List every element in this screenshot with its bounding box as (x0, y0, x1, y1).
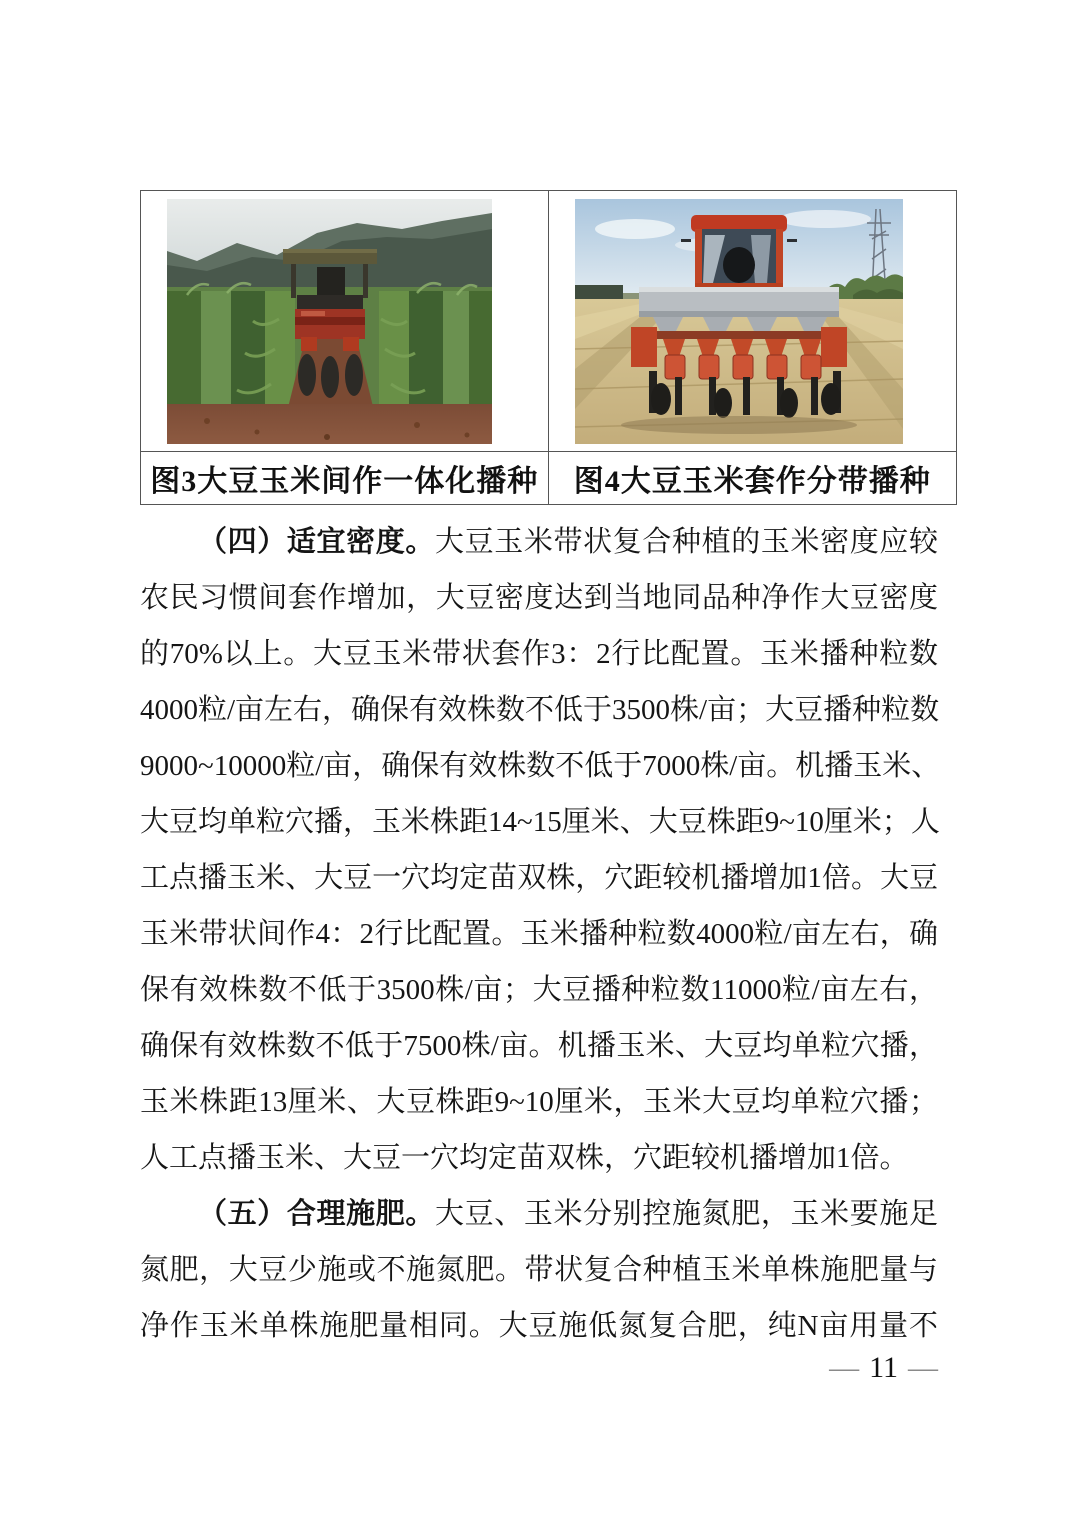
text-line: 9000~10000粒/亩，确保有效株数不低于7000株/亩。机播玉米、 (140, 750, 941, 782)
text-line: （四）适宜密度。大豆玉米带状复合种植的玉米密度应较 (198, 526, 938, 558)
section-heading: （四）适宜密度。 (198, 526, 435, 558)
tractor (681, 215, 797, 291)
figure-table (140, 190, 957, 505)
figure3-photo-area (141, 191, 548, 451)
page-number (0, 1348, 938, 1388)
figure-cell-4 (549, 191, 957, 504)
text-line: 大豆均单粒穴播，玉米株距14~15厘米、大豆株距9~10厘米；人 (140, 806, 940, 838)
text-line: 人工点播玉米、大豆一穴均定苗双株，穴距较机播增加1倍。 (140, 1142, 909, 1174)
text-line: 氮肥，大豆少施或不施氮肥。带状复合种植玉米单株施肥量与 (140, 1254, 938, 1286)
page-number-value: 11 (869, 1351, 898, 1384)
figure4-caption: 图4大豆玉米套作分带播种 (549, 451, 957, 504)
corn-field-integrated-seeder-photo (167, 199, 492, 444)
text-line: 确保有效株数不低于7500株/亩。机播玉米、大豆均单粒穴播， (140, 1030, 938, 1062)
figure-cell-3 (141, 191, 549, 504)
text-line: 工点播玉米、大豆一穴均定苗双株，穴距较机播增加1倍。大豆 (140, 862, 938, 894)
text-line: 农民习惯间套作增加，大豆密度达到当地同品种净作大豆密度 (140, 582, 938, 614)
page-number-right-dash: — (908, 1351, 938, 1384)
text-line: 玉米带状间作4：2行比配置。玉米播种粒数4000粒/亩左右，确 (140, 918, 938, 950)
text-line: 玉米株距13厘米、大豆株距9~10厘米，玉米大豆均单粒穴播； (140, 1086, 938, 1118)
section-heading: （五）合理施肥。 (198, 1198, 435, 1230)
page-number-left-dash: — (829, 1351, 860, 1384)
text-line: 4000粒/亩左右，确保有效株数不低于3500株/亩；大豆播种粒数 (140, 694, 940, 726)
tractor-strip-seeder-photo (575, 199, 903, 444)
figure3-caption: 图3大豆玉米间作一体化播种 (141, 451, 548, 504)
text-line: （五）合理施肥。大豆、玉米分别控施氮肥，玉米要施足 (198, 1198, 938, 1230)
text-line: 保有效株数不低于3500株/亩；大豆播种粒数11000粒/亩左右， (140, 974, 938, 1006)
figure4-photo-area (549, 191, 957, 451)
text-line: 的70%以上。大豆玉米带状套作3：2行比配置。玉米播种粒数 (140, 638, 938, 670)
body-text (140, 514, 941, 1354)
text-line: 净作玉米单株施肥量相同。大豆施低氮复合肥，纯N亩用量不 (140, 1310, 938, 1342)
